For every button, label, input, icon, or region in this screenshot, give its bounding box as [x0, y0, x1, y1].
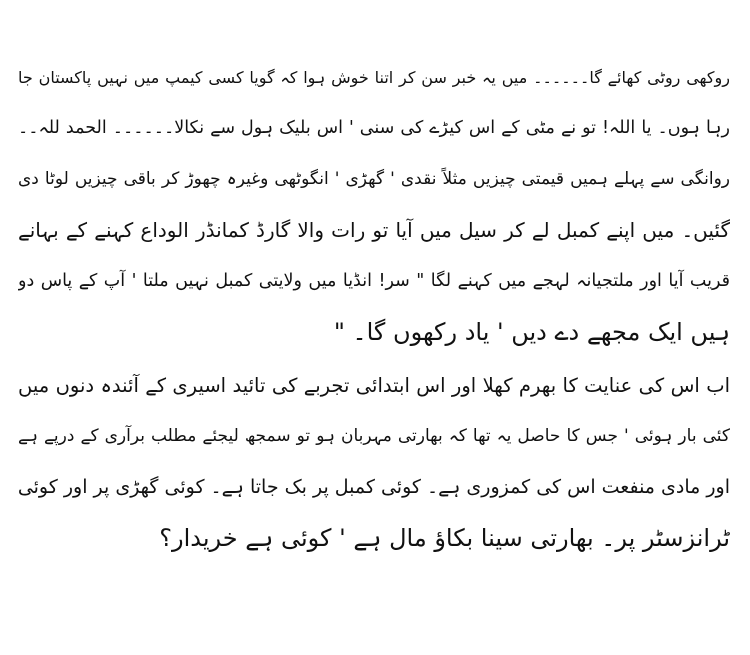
text-line: رہا ہوں۔ یا اللہ! تو نے مٹی کے اس کیڑے کی سنی ' اس بلیک ہول سے نکالا۔۔۔۔۔۔ الحمد للہ۔۔ — [18, 118, 730, 138]
text-line: اور مادی منفعت اس کی کمزوری ہے۔ کوئی کمبل پر بک جاتا ہے۔ کوئی گھڑی پر اور کوئی — [18, 476, 730, 498]
paragraph-2 — [18, 360, 730, 564]
text-line: گئیں۔ میں اپنے کمبل لے کر سیل میں آیا تو رات والا گارڈ کمانڈر الوداع کہنے کے بہانے — [18, 218, 730, 242]
text-line: روانگی سے پہلے ہمیں قیمتی چیزیں مثلاً نقدی ' گھڑی ' انگوٹھی وغیرہ چھوڑ کر باقی چیزیں لوٹا دی — [18, 169, 730, 189]
text-line: ٹرانزسٹر پر۔ بھارتی سینا بکاؤ مال ہے ' کوئی ہے خریدار؟ — [159, 524, 730, 552]
paragraph-1 — [18, 52, 730, 358]
text-line: اب اس کی عنایت کا بھرم کھلا اور اس ابتدائی تجربے کی تائید اسیری کے آئندہ دنوں میں — [18, 374, 730, 397]
text-line: کئی بار ہوئی ' جس کا حاصل یہ تھا کہ بھارتی مہربان ہو تو سمجھ لیجئے مطلب برآری کے درپے ہے — [18, 426, 730, 446]
text-line: قریب آیا اور ملتجیانہ لہجے میں کہنے لگا " سر! انڈیا میں ولایتی کمبل نہیں ملتا ' آپ کے پاس دو — [18, 271, 730, 291]
text-line: ہیں ایک مجھے دے دیں ' یاد رکھوں گا۔ " — [333, 318, 730, 346]
text-line: روکھی روٹی کھائے گا۔۔۔۔۔۔ میں یہ خبر سن کر اتنا خوش ہوا کہ گویا کسی کیمپ میں نہیں پاکستان جا — [18, 68, 730, 87]
